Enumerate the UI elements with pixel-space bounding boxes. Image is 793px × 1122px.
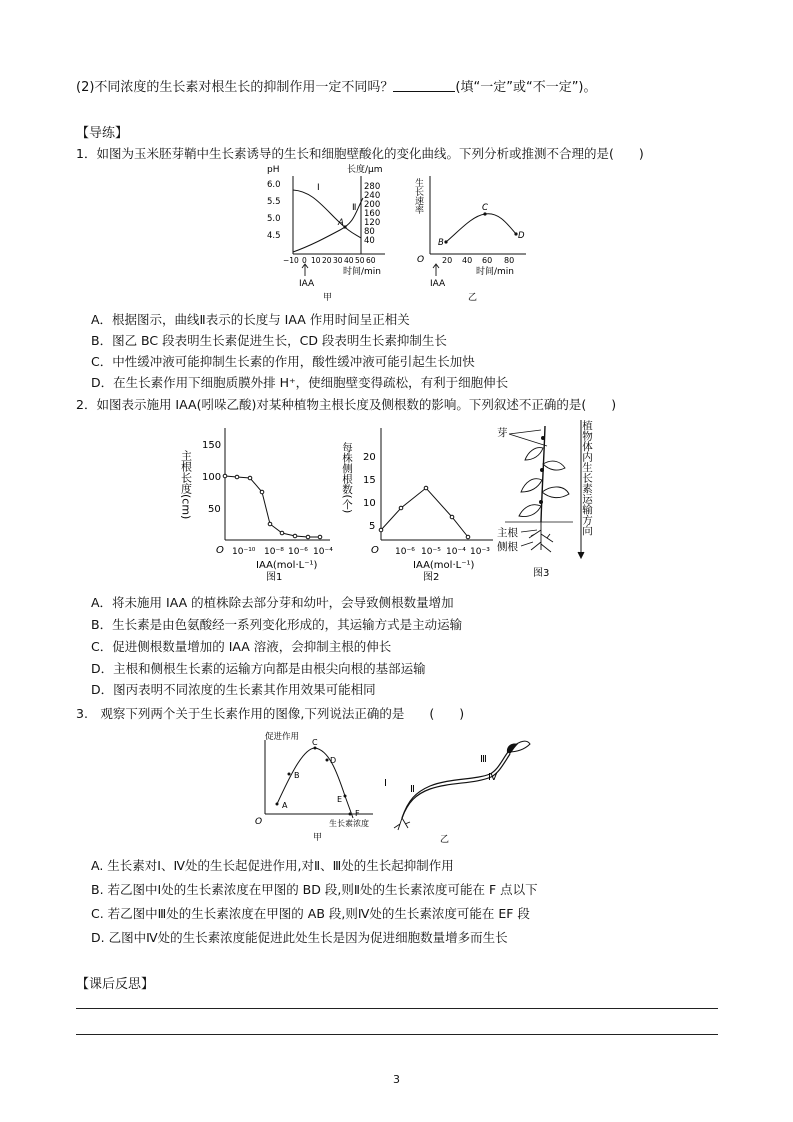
len-tick: 80 (364, 227, 375, 237)
x-tick: 60 (482, 256, 493, 265)
len-tick: 280 (364, 182, 381, 192)
y-axis-label: 主根长度(cm) (179, 450, 193, 520)
q-pre-part2: (填“一定”或“不一定”)。 (455, 80, 597, 95)
q3-option-a: A. 生长素对Ⅰ、Ⅳ处的生长起促进作用,对Ⅱ、Ⅲ处的生长起抑制作用 (91, 858, 454, 873)
curve-1 (293, 190, 361, 238)
point-label: D (330, 756, 337, 765)
x-tick: 10⁻⁵ (421, 547, 441, 557)
x-tick: 10⁻⁴ (313, 547, 333, 557)
main-root-label: 主根 (497, 527, 518, 539)
len-tick: 120 (364, 218, 381, 228)
y-tick: 50 (208, 504, 221, 515)
x-tick: 20 (322, 256, 332, 265)
origin-label: O (417, 255, 425, 265)
section-practice-heading: 【导练】 (76, 126, 129, 141)
q1-option-c: C．中性缓冲液可能抑制生长素的作用，酸性缓冲液可能引起生长加快 (91, 354, 475, 369)
point-d-label: D (518, 231, 525, 241)
x-tick: 10 (311, 256, 321, 265)
point-label: A (282, 801, 288, 810)
figure-caption-2: 图2 (423, 572, 440, 583)
point-label: F (355, 809, 360, 818)
x-tick: 10⁻¹⁰ (232, 547, 256, 557)
point-label: B (294, 771, 300, 780)
len-tick: 240 (364, 191, 381, 201)
q3-figure-yi (380, 730, 545, 848)
curve-1-label: Ⅰ (317, 183, 320, 193)
x-tick: 40 (462, 256, 473, 265)
x-tick: 80 (504, 256, 515, 265)
page-number: 3 (393, 1073, 400, 1086)
x-tick: 10⁻³ (470, 547, 490, 557)
q2-figure-1 (179, 420, 340, 583)
x-tick: 60 (366, 256, 376, 265)
origin-label: O (255, 817, 263, 827)
q-pre (76, 76, 597, 95)
y-tick: 10 (363, 498, 376, 509)
q1-option-d: D．在生长素作用下细胞质膜外排 H⁺，使细胞壁变得疏松，有利于细胞伸长 (91, 375, 509, 390)
iaa-label: IAA (299, 279, 315, 289)
q3-option-b: B. 若乙图中Ⅰ处的生长素浓度在甲图的 BD 段,则Ⅱ处的生长素浓度可能在 F 点以下 (91, 882, 538, 897)
x-axis-label: 生长素浓度 (329, 819, 369, 828)
x-tick: 0 (302, 256, 307, 265)
q3-option-c: C. 若乙图中Ⅲ处的生长素浓度在甲图的 AB 段,则Ⅳ处的生长素浓度可能在 EF 段 (91, 906, 530, 921)
x-axis-label: 时间/min (343, 267, 382, 277)
len-tick: 40 (364, 236, 375, 246)
q2-option-d2: D．图丙表明不同浓度的生长素其作用效果可能相同 (91, 682, 376, 697)
ph-axis-label: pH (267, 165, 280, 175)
main-root-curve (225, 476, 320, 537)
x-tick: 10⁻⁶ (288, 547, 308, 557)
y-axis-label: 每株侧根数(个) (341, 442, 353, 514)
figure-caption-yi: 乙 (440, 835, 450, 845)
position-iii-label: Ⅲ (480, 754, 487, 765)
x-tick: 10⁻⁶ (395, 547, 415, 557)
q1-figure-jia (255, 158, 395, 306)
y-axis-label: 促进作用 (265, 732, 300, 742)
y-tick: 5 (369, 521, 376, 532)
bud-label: 芽 (497, 427, 508, 439)
y-tick: 20 (363, 452, 376, 463)
point-label: E (337, 795, 343, 804)
x-tick: 20 (442, 256, 453, 265)
transport-direction-label: 植物体内生长素运输方向 (581, 420, 593, 536)
q2-option-b: B．生长素是由色氨酸经一系列变化形成的，其运输方式是主动运输 (91, 617, 463, 632)
q1-figure-yi (410, 158, 540, 306)
position-ii-label: Ⅱ (410, 784, 415, 795)
q2-option-d: D．主根和侧根生长素的运输方向都是由根尖向根的基部运输 (91, 661, 426, 676)
x-axis-label: IAA(mol·L⁻¹) (256, 560, 318, 571)
x-axis-label: IAA(mol·L⁻¹) (413, 560, 475, 571)
figure-caption-1: 图1 (266, 572, 283, 583)
x-tick: 30 (333, 256, 343, 265)
x-axis-label: 时间/min (476, 267, 515, 277)
ph-tick: 4.5 (267, 231, 281, 241)
figure-caption-jia: 甲 (313, 833, 323, 843)
q3-option-d: D. 乙图中Ⅳ处的生长素浓度能促进此处生长是因为促进细胞数量增多而生长 (91, 930, 508, 945)
effect-curve (277, 748, 353, 818)
figure-caption-jia: 甲 (323, 293, 333, 303)
point-b-label: B (438, 238, 444, 248)
reflection-line[interactable] (76, 1008, 718, 1009)
y-tick: 100 (202, 472, 222, 483)
q2-figure-2 (341, 420, 498, 583)
q2-stem: 2．如图表示施用 IAA(吲哚乙酸)对某种植物主根长度及侧根数的影响。下列叙述不正确的是( ) (76, 397, 617, 412)
point-c-label: C (482, 203, 488, 213)
q2-option-a: A．将未施用 IAA 的植株除去部分芽和幼叶，会导致侧根数量增加 (91, 595, 454, 610)
origin-label: O (371, 545, 379, 556)
point-a (343, 225, 346, 228)
q2-figure-3 (495, 418, 615, 580)
section-reflect-heading: 【课后反思】 (76, 977, 155, 992)
y-tick: 150 (202, 440, 222, 451)
q1-option-a: A．根据图示，曲线Ⅱ表示的长度与 IAA 作用时间呈正相关 (91, 312, 410, 327)
len-tick: 200 (364, 200, 381, 210)
length-axis-label: 长度/μm (347, 165, 383, 175)
x-tick: 10⁻⁸ (264, 547, 284, 557)
point-label: C (312, 738, 318, 747)
curve-2-label: Ⅱ (352, 203, 357, 213)
x-tick: 10⁻⁴ (446, 547, 466, 557)
x-tick: −10 (283, 256, 299, 265)
ph-tick: 5.0 (267, 214, 281, 224)
iaa-label: IAA (430, 279, 446, 289)
figure-caption-yi: 乙 (468, 293, 478, 303)
q1-stem: 1．如图为玉米胚芽鞘中生长素诱导的生长和细胞壁酸化的变化曲线。下列分析或推测不合理的是( ) (76, 146, 644, 161)
ph-tick: 6.0 (267, 180, 281, 190)
reflection-line[interactable] (76, 1034, 718, 1035)
q1-option-b: B．图乙 BC 段表明生长素促进生长，CD 段表明生长素抑制生长 (91, 333, 447, 348)
lateral-root-curve (381, 488, 468, 537)
y-tick: 15 (363, 475, 376, 486)
ph-tick: 5.5 (267, 197, 281, 207)
figure-caption-3: 图3 (533, 568, 550, 579)
position-iv-label: Ⅳ (488, 772, 498, 783)
q3-figure-jia (255, 728, 385, 846)
q2-option-c: C．促进侧根数量增加的 IAA 溶液，会抑制主根的伸长 (91, 639, 392, 654)
q-pre-part1: (2)不同浓度的生长素对根生长的抑制作用一定不同吗？ (76, 80, 394, 95)
x-tick: 50 (355, 256, 365, 265)
q3-stem: 3. 观察下列两个关于生长素作用的图像,下列说法正确的是 ( ) (76, 706, 465, 721)
x-tick: 40 (344, 256, 354, 265)
rate-curve (446, 214, 516, 242)
rate-axis-label: 生长速率 (413, 178, 423, 214)
lateral-root-label: 侧根 (497, 541, 518, 553)
position-i-label: Ⅰ (384, 778, 387, 789)
origin-label: O (216, 545, 224, 556)
len-tick: 160 (364, 209, 381, 219)
answer-blank[interactable] (393, 79, 455, 92)
point-a-label: A (338, 218, 344, 228)
